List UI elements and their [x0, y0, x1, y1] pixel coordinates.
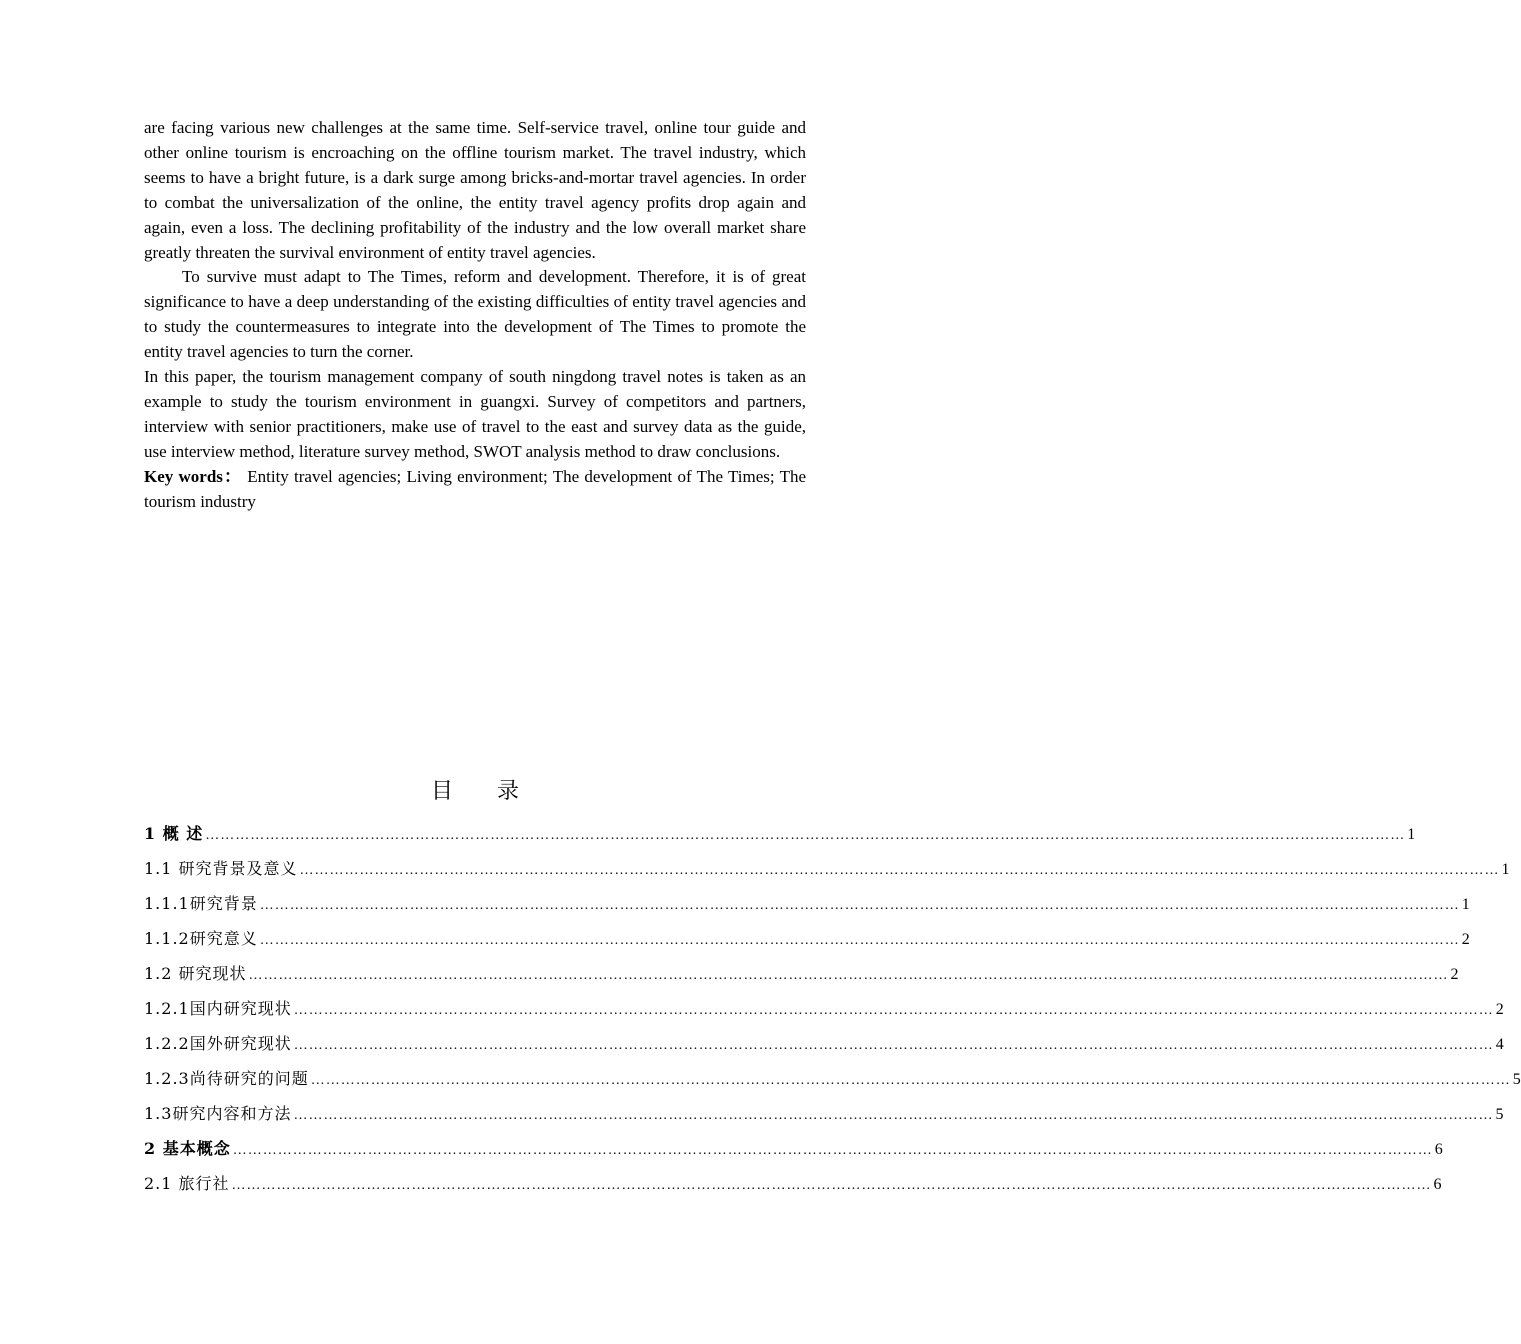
toc-leader-dots: ……………………………………………………………………………………………………………………………………………………………………………………………………………………	[231, 1178, 1432, 1193]
toc-entry-label: 2.1 旅行社	[144, 1174, 230, 1193]
toc-entry[interactable]	[144, 890, 1470, 925]
toc-entry[interactable]	[144, 1100, 1504, 1135]
toc-entry[interactable]	[144, 995, 1504, 1030]
toc-page-number: 2	[1495, 1001, 1504, 1018]
toc-entry-label: 1.2 研究现状	[144, 964, 247, 983]
toc-entry-label: 1.1 研究背景及意义	[144, 859, 298, 878]
table-of-contents	[144, 820, 1521, 1205]
toc-page-number: 6	[1433, 1176, 1442, 1193]
toc-leader-dots: ……………………………………………………………………………………………………………………………………………………………………………………………………………………	[259, 933, 1460, 948]
toc-leader-dots: ……………………………………………………………………………………………………………………………………………………………………………………………………………………	[299, 863, 1500, 878]
abstract-paragraph-1: are facing various new challenges at the same time. Self-service travel, online tour guide and other online tourism is encroaching on the offline tourism market. The travel industry, which seems to have a bright future, is a dark surge among bricks-and-mortar travel agencies. In order to combat the universalization of the online, the entity travel agency profits drop again and again, even a loss. The declining profitability of the industry and the low overall market share greatly threaten the survival environment of entity travel agencies.	[144, 118, 806, 262]
toc-entry[interactable]	[144, 1065, 1521, 1100]
abstract-paragraph-2: To survive must adapt to The Times, reform and development. Therefore, it is of great significance to have a deep understanding of the existing difficulties of entity travel agencies and to study the countermeasures to integrate into the development of The Times to promote the entity travel agencies to turn the corner.	[144, 267, 806, 362]
toc-page-number: 5	[1495, 1106, 1504, 1123]
toc-entry[interactable]	[144, 1135, 1443, 1170]
toc-entry-label: 1.2.3尚待研究的问题	[144, 1069, 309, 1088]
toc-title: 目录	[430, 779, 563, 804]
toc-entry[interactable]	[144, 820, 1416, 855]
toc-leader-dots: ……………………………………………………………………………………………………………………………………………………………………………………………………………………	[310, 1073, 1511, 1088]
toc-page-number: 1	[1407, 826, 1416, 843]
toc-entry-label: 1.2.2国外研究现状	[144, 1034, 292, 1053]
english-abstract	[144, 116, 806, 515]
toc-page-number: 5	[1512, 1071, 1521, 1088]
toc-leader-dots: ……………………………………………………………………………………………………………………………………………………………………………………………………………………	[205, 828, 1406, 843]
toc-leader-dots: ……………………………………………………………………………………………………………………………………………………………………………………………………………………	[232, 1143, 1433, 1158]
abstract-paragraph-3: In this paper, the tourism management company of south ningdong travel notes is taken as an example to study the tourism environment in guangxi. Survey of competitors and partners, interview with senior practitioners, make use of travel to the east and survey data as the guide, use interview method, literature survey method, SWOT analysis method to draw conclusions.	[144, 367, 806, 461]
toc-page-number: 1	[1501, 861, 1510, 878]
toc-entry-label: 1.1.1研究背景	[144, 894, 258, 913]
toc-page-number: 4	[1495, 1036, 1504, 1053]
toc-page-number: 2	[1450, 966, 1459, 983]
toc-entry[interactable]	[144, 925, 1470, 960]
toc-leader-dots: ……………………………………………………………………………………………………………………………………………………………………………………………………………………	[293, 1108, 1494, 1123]
toc-entry-label: 1.2.1国内研究现状	[144, 999, 292, 1018]
toc-page-number: 2	[1461, 931, 1470, 948]
toc-entry[interactable]	[144, 855, 1510, 890]
toc-entry[interactable]	[144, 1030, 1504, 1065]
toc-entry-label: 2 基本概念	[144, 1139, 231, 1158]
keywords-text: Entity travel agencies; Living environment; The development of The Times; The tourism industry	[144, 466, 806, 511]
toc-entry[interactable]	[144, 960, 1459, 995]
toc-leader-dots: ……………………………………………………………………………………………………………………………………………………………………………………………………………………	[259, 898, 1460, 913]
toc-leader-dots: ……………………………………………………………………………………………………………………………………………………………………………………………………………………	[293, 1038, 1494, 1053]
toc-page-number: 1	[1461, 896, 1470, 913]
toc-leader-dots: ……………………………………………………………………………………………………………………………………………………………………………………………………………………	[293, 1003, 1494, 1018]
toc-entry-label: 1 概 述	[144, 824, 204, 843]
toc-entry-label: 1.3研究内容和方法	[144, 1104, 292, 1123]
keywords-label: Key words：	[144, 466, 242, 486]
toc-page-number: 6	[1434, 1141, 1443, 1158]
keywords-line	[144, 465, 806, 515]
toc-entry[interactable]	[144, 1170, 1442, 1205]
toc-leader-dots: ……………………………………………………………………………………………………………………………………………………………………………………………………………………	[248, 968, 1449, 983]
toc-entry-label: 1.1.2研究意义	[144, 929, 258, 948]
